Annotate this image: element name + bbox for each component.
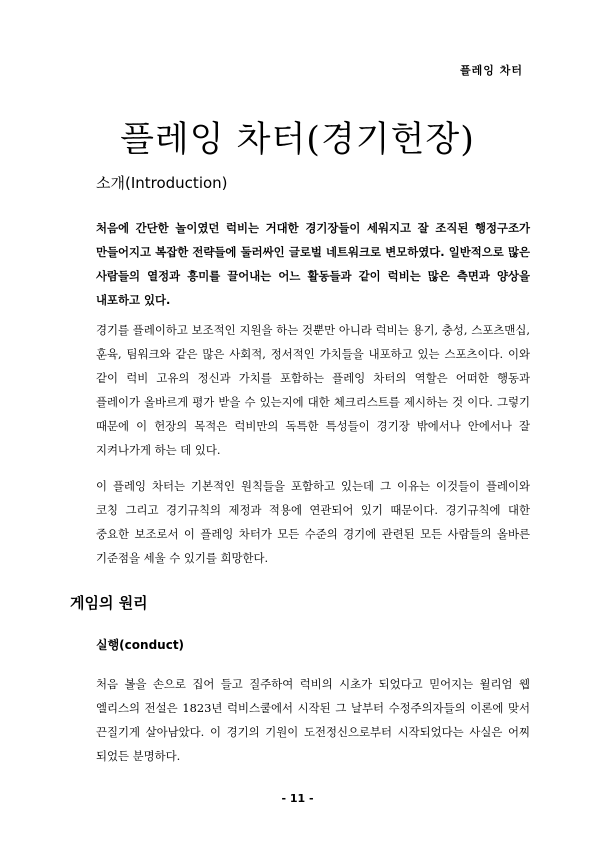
conduct-paragraph: 처음 볼을 손으로 집어 들고 질주하여 럭비의 시초가 되었다고 믿어지는 윌리엄 웹 엘리스의 전설은 1823년 럭비스쿨에서 시작된 그 날부터 수정주의자들의 이론에 맞서 끈질기게 살아남았다. 이 경기의 기원이 도전정신으로부터 시작되었다는 사실은 어찌 되었든 분명하다. xyxy=(96,677,530,763)
intro-paragraph-2: 경기를 플레이하고 보조적인 지원을 하는 것뿐만 아니라 럭비는 용기, 충성, 스포츠맨십, 훈육, 팀워크와 같은 많은 사회적, 정서적인 가치들을 내포하고 있는 스포츠이다. 이와 같이 럭비 고유의 정신과 가치를 포함하는 플레잉 차터의 역할은 어떠한 행동과 플레이가 올바르게 평가 받을 수 있는지에 대한 체크리스트를 제시하는 것 이다. 그렇기 때문에 이 헌장의 목적은 럭비만의 독특한 특성들이 경기장 밖에서나 안에서나 잘 지켜나가게 하는 데 있다. xyxy=(96,323,530,457)
principles-heading: 게임의 원리 xyxy=(70,594,148,612)
intro-heading: 소개(Introduction) xyxy=(96,174,228,192)
page-title: 플레잉 차터(경기헌장) xyxy=(120,120,475,160)
intro-lead-paragraph: 처음에 간단한 놀이였던 럭비는 거대한 경기장들이 세워지고 잘 조직된 행정구조가 만들어지고 복잡한 전략들에 둘러싸인 글로벌 네트워크로 변모하였다. 일반적으로 많은 사람들의 열정과 흥미를 끌어내는 어느 활동들과 같이 럭비는 많은 측면과 양상을 내포하고 있다. xyxy=(96,221,530,307)
intro-paragraph-3: 이 플레잉 차터는 기본적인 원칙들을 포함하고 있는데 그 이유는 이것들이 플레이와 코칭 그리고 경기규칙의 제정과 적용에 연관되어 있기 때문이다. 경기규칙에 대한 중요한 보조로서 이 플레잉 차터가 모든 수준의 경기에 관련된 모든 사람들의 올바른 기준점을 세울 수 있기를 희망한다. xyxy=(96,479,530,565)
conduct-heading: 실행(conduct) xyxy=(96,638,185,652)
running-header: 플레잉 차터 xyxy=(460,64,523,77)
page-number: - 11 - xyxy=(281,792,314,805)
